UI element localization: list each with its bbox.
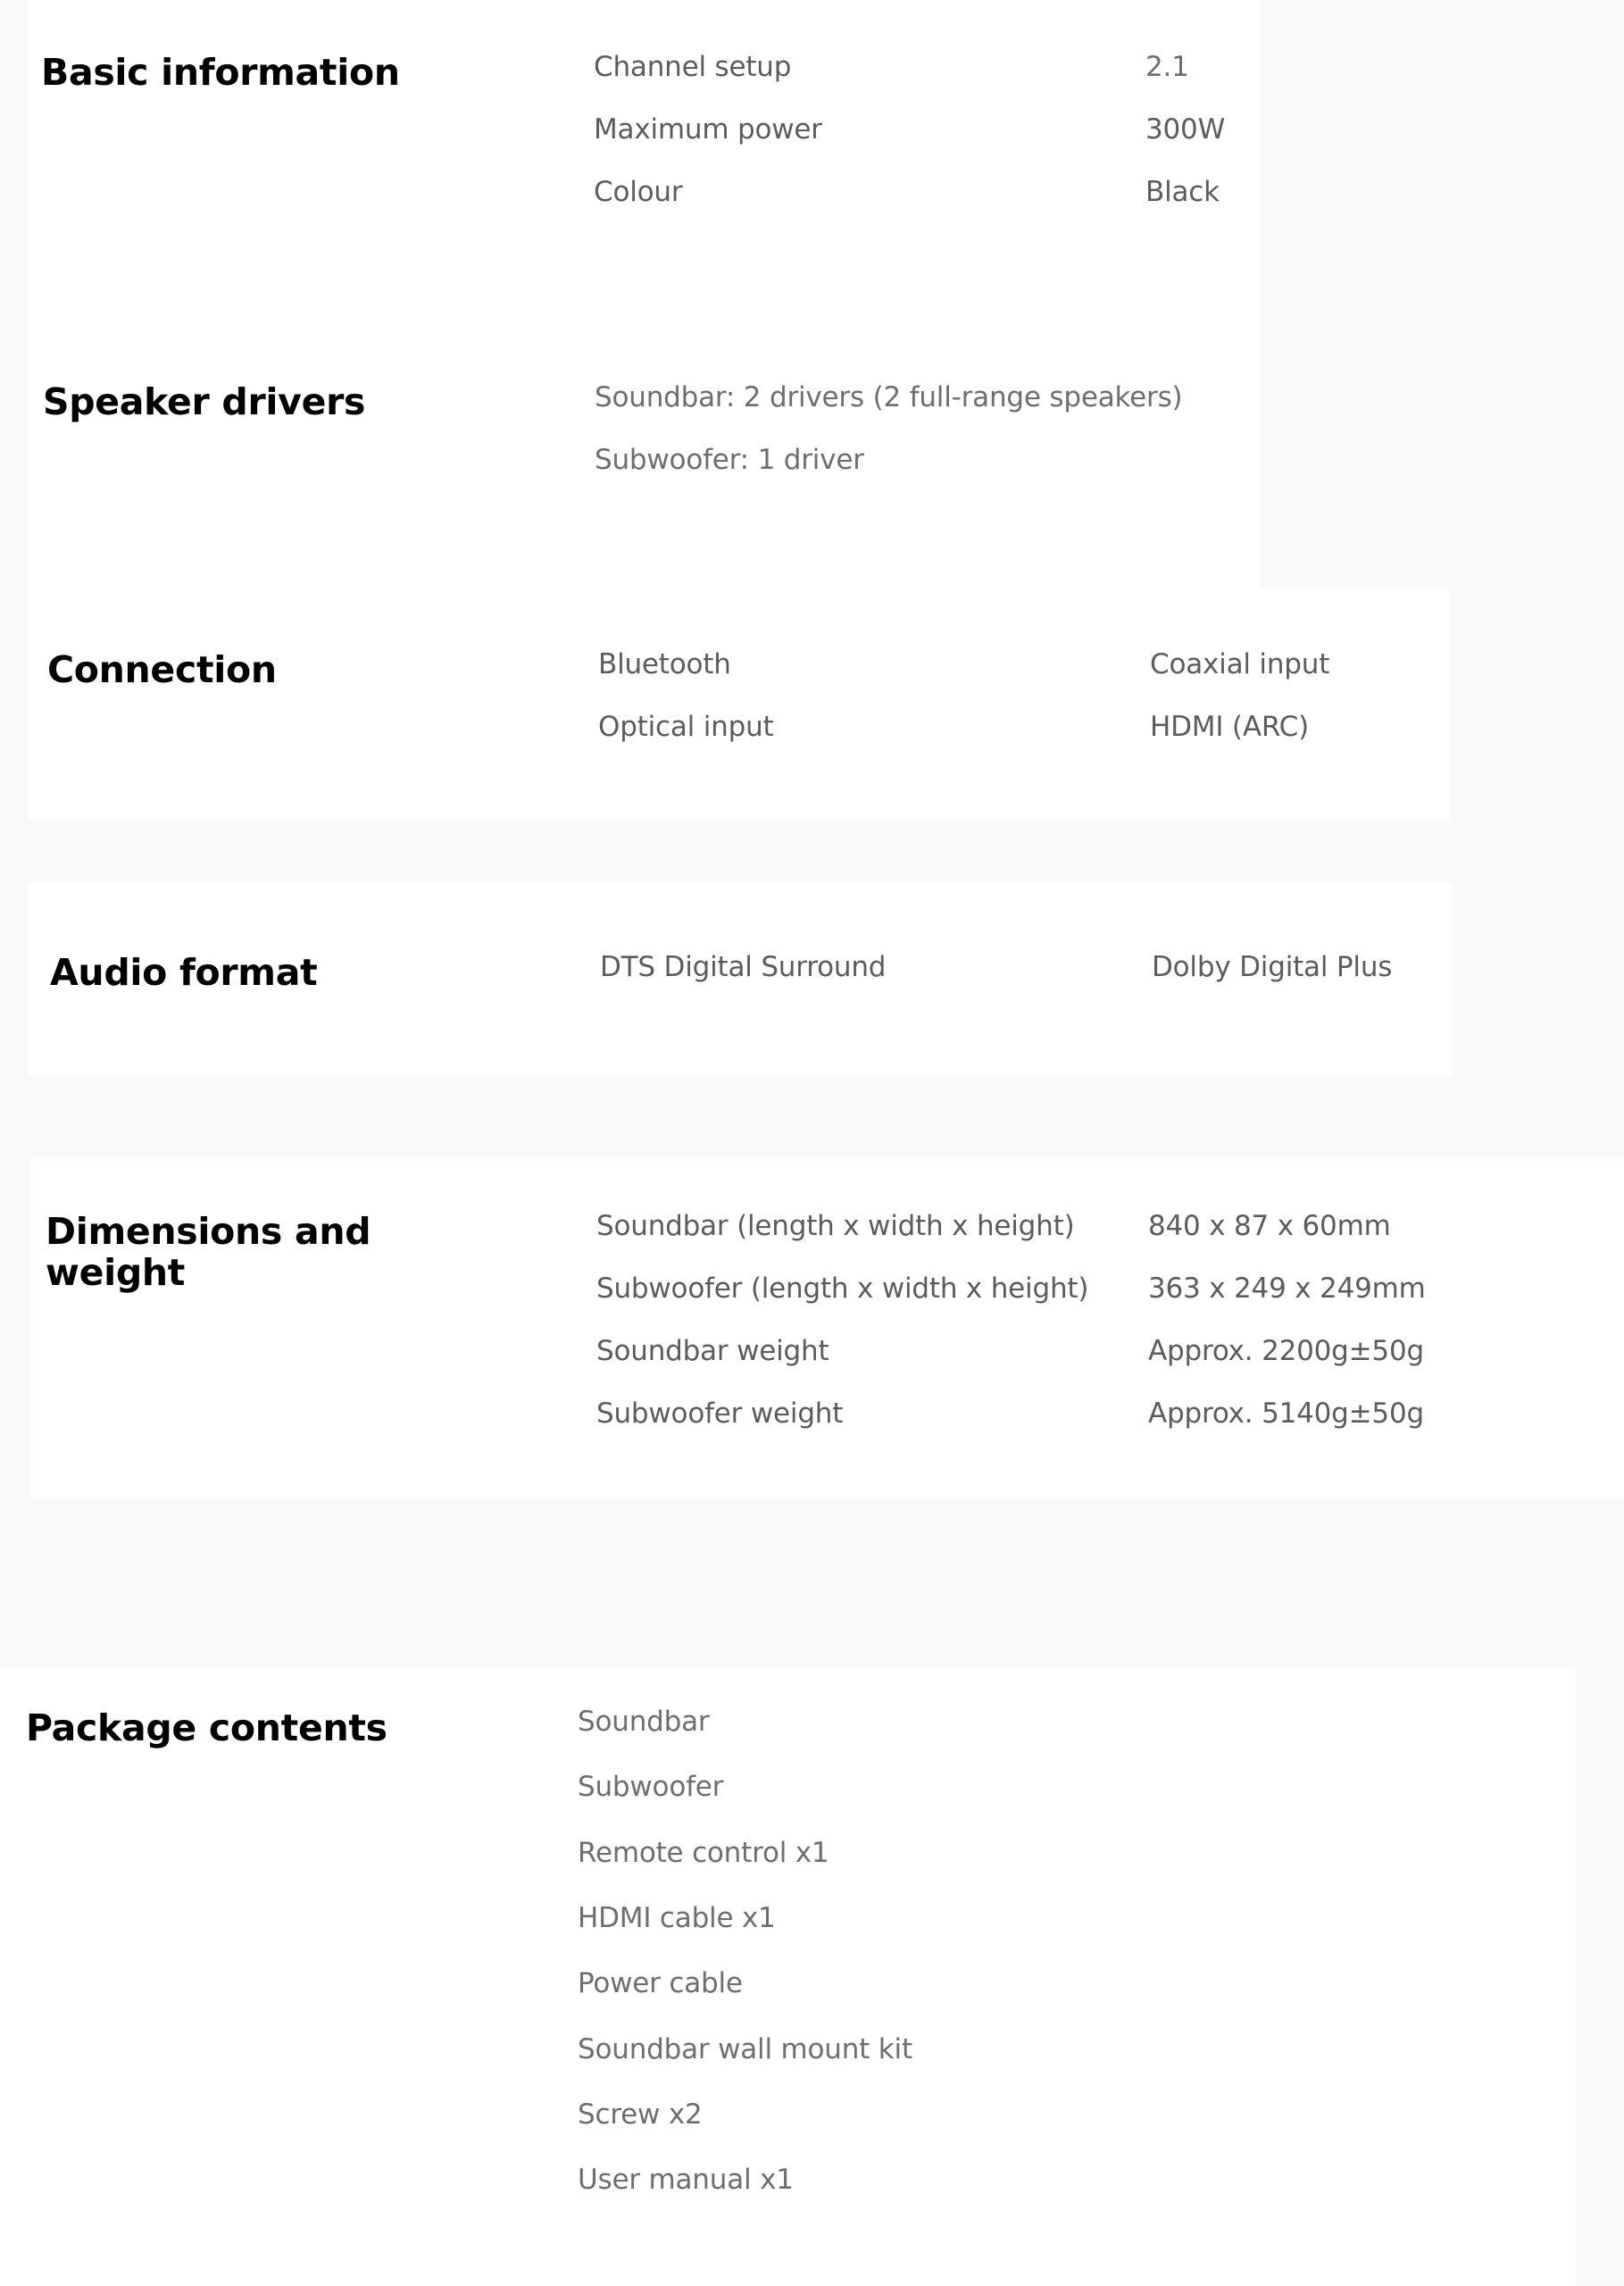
spec-item: Optical input bbox=[598, 711, 774, 743]
spec-label: Soundbar (length x width x height) bbox=[596, 1210, 1075, 1242]
package-item: User manual x1 bbox=[578, 2164, 794, 2196]
section-heading bbox=[46, 1211, 371, 1293]
spec-item: Coaxial input bbox=[1150, 648, 1330, 680]
spec-value: 363 x 249 x 249mm bbox=[1148, 1272, 1426, 1305]
panel-connection bbox=[29, 589, 1450, 820]
spec-label: Subwoofer weight bbox=[596, 1397, 844, 1430]
heading-line: weight bbox=[46, 1251, 186, 1294]
spec-label: Channel setup bbox=[594, 51, 792, 83]
spec-value: 2.1 bbox=[1145, 51, 1189, 83]
spec-item: DTS Digital Surround bbox=[600, 951, 887, 983]
package-item: Power cable bbox=[578, 1967, 743, 1999]
section-heading: Speaker drivers bbox=[43, 380, 366, 423]
package-item: Soundbar wall mount kit bbox=[578, 2033, 912, 2065]
spec-label: Subwoofer (length x width x height) bbox=[596, 1272, 1089, 1305]
spec-value: Approx. 2200g±50g bbox=[1148, 1335, 1424, 1367]
section-heading: Audio format bbox=[50, 951, 318, 994]
package-item: Soundbar bbox=[578, 1706, 710, 1738]
spec-label: Maximum power bbox=[594, 113, 822, 146]
spec-value: 840 x 87 x 60mm bbox=[1148, 1210, 1391, 1242]
heading-line: Dimensions and bbox=[46, 1210, 371, 1253]
package-item: Remote control x1 bbox=[578, 1837, 829, 1869]
section-heading: Connection bbox=[47, 648, 277, 691]
spec-value: 300W bbox=[1145, 113, 1226, 146]
package-item: Subwoofer bbox=[578, 1771, 724, 1803]
package-item: Screw x2 bbox=[578, 2098, 703, 2131]
spec-label: Soundbar weight bbox=[596, 1335, 829, 1367]
spec-item: Subwoofer: 1 driver bbox=[595, 444, 864, 476]
package-item: HDMI cable x1 bbox=[578, 1902, 776, 1934]
spec-value: Approx. 5140g±50g bbox=[1148, 1397, 1424, 1430]
spec-label: Colour bbox=[594, 176, 683, 208]
section-heading: Basic information bbox=[41, 51, 400, 94]
spec-item: Bluetooth bbox=[598, 648, 731, 680]
spec-item: Soundbar: 2 drivers (2 full-range speakers) bbox=[595, 381, 1183, 413]
spec-item: Dolby Digital Plus bbox=[1152, 951, 1393, 983]
spec-value: Black bbox=[1145, 176, 1220, 208]
spec-item: HDMI (ARC) bbox=[1150, 711, 1309, 743]
section-heading: Package contents bbox=[26, 1706, 387, 1749]
